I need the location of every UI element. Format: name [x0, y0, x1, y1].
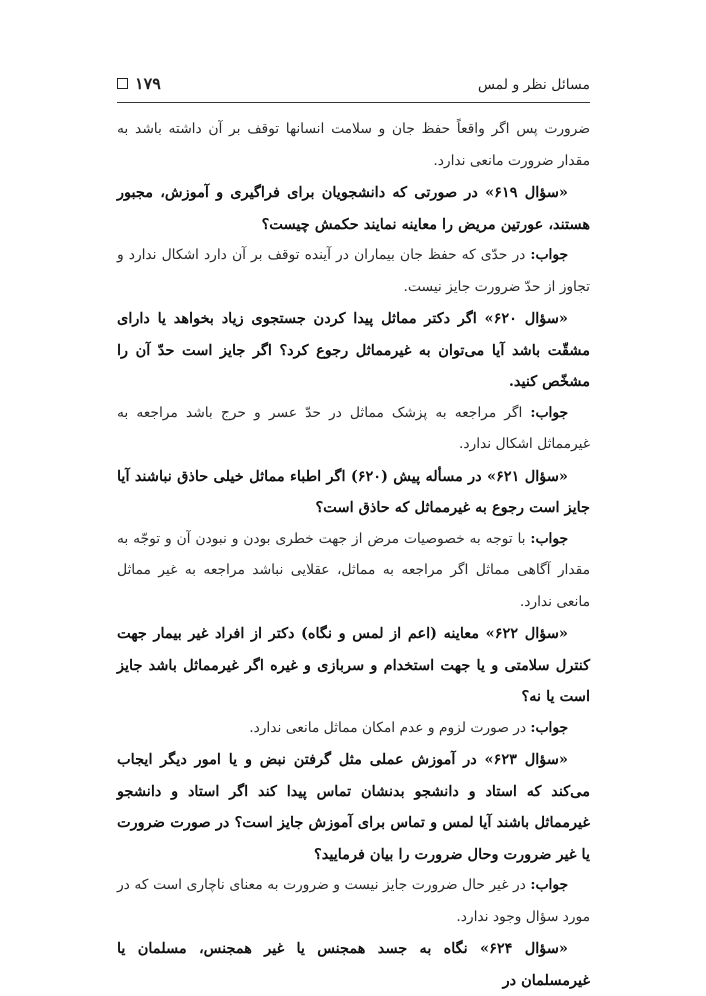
- page-body: [117, 114, 590, 996]
- square-bullet-icon: [117, 78, 128, 89]
- answer-label: جواب:: [530, 247, 568, 263]
- chapter-title: مسائل نظر و لمس: [477, 77, 590, 93]
- page-header: [117, 74, 590, 100]
- answer-620: [117, 398, 590, 461]
- answer-label: جواب:: [530, 530, 568, 547]
- answer-text: در صورت لزوم و عدم امکان مماثل مانعی ندارد.: [249, 719, 531, 736]
- page-number: ۱۷۹: [135, 74, 161, 93]
- page-number-block: [117, 74, 161, 93]
- answer-text: در غیر حال ضرورت جایز نیست و ضرورت به معنای ناچاری است که در مورد سؤال وجود ندارد.: [117, 877, 590, 925]
- answer-text: اگر مراجعه به پزشک مماثل در حدّ عسر و حرج باشد مراجعه به غیرمماثل اشکال ندارد.: [117, 404, 590, 452]
- answer-622: [117, 713, 590, 745]
- answer-text: در حدّی که حفظ جان بیماران در آینده توقف بر آن دارد اشکال ندارد و تجاوز از حدّ ضرورت جایز نیست.: [117, 247, 590, 295]
- question-624: «سؤال ۶۲۴» نگاه به جسد همجنس یا غیر همجنس، مسلمان یا غیرمسلمان در: [117, 940, 590, 989]
- answer-619: [117, 240, 590, 303]
- question-622: «سؤال ۶۲۲» معاینه (اعم از لمس و نگاه) دکتر از افراد غیر بیمار جهت کنترل سلامتی و یا جهت استخدام و سربازی و غیره اگر غیرمماثل باشد جایز است یا نه؟: [117, 625, 590, 705]
- answer-label: جواب:: [530, 719, 568, 736]
- question-620: «سؤال ۶۲۰» اگر دکتر مماثل پیدا کردن جستجوی زیاد بخواهد یا دارای مشقّت باشد آیا می‌توان به غیرمماثل رجوع کرد؟ اگر جایز است حدّ آن را مشخّص کنید.: [117, 310, 590, 390]
- question-623: «سؤال ۶۲۳» در آموزش عملی مثل گرفتن نبض و یا امور دیگر ایجاب می‌کند که استاد و دانشجو بدنشان تماس پیدا کند اگر استاد و دانشجو غیرمماثل باشند آیا لمس و تماس برای آموزش جایز است؟ در صورت ضرورت یا غیر ضرورت وحال ضرورت را بیان فرمایید؟: [117, 751, 590, 863]
- answer-621: [117, 524, 590, 619]
- answer-label: جواب:: [530, 877, 568, 893]
- answer-text: با توجه به خصوصیات مرض از جهت خطری بودن و نبودن آن و توجّه به مقدار آگاهی مماثل اگر مراجعه به مماثل، عقلایی نباشد مراجعه به غیر مماثل مانعی ندارد.: [117, 530, 590, 610]
- question-621: «سؤال ۶۲۱» در مسأله پیش (۶۲۰) اگر اطباء مماثل خیلی حاذق نباشند آیا جایز است رجوع به غیرمماثل که حاذق است؟: [117, 467, 590, 516]
- question-619: «سؤال ۶۱۹» در صورتی که دانشجویان برای فراگیری و آموزش، مجبور هستند، عورتین مریض را معاینه نمایند حکمش چیست؟: [117, 184, 590, 233]
- header-rule: [117, 102, 590, 103]
- answer-label: جواب:: [530, 404, 568, 421]
- paragraph-continuation: ضرورت پس اگر واقعاً حفظ جان و سلامت انسانها توقف بر آن داشته باشد به مقدار ضرورت مانعی ندارد.: [117, 121, 590, 169]
- answer-623: [117, 870, 590, 933]
